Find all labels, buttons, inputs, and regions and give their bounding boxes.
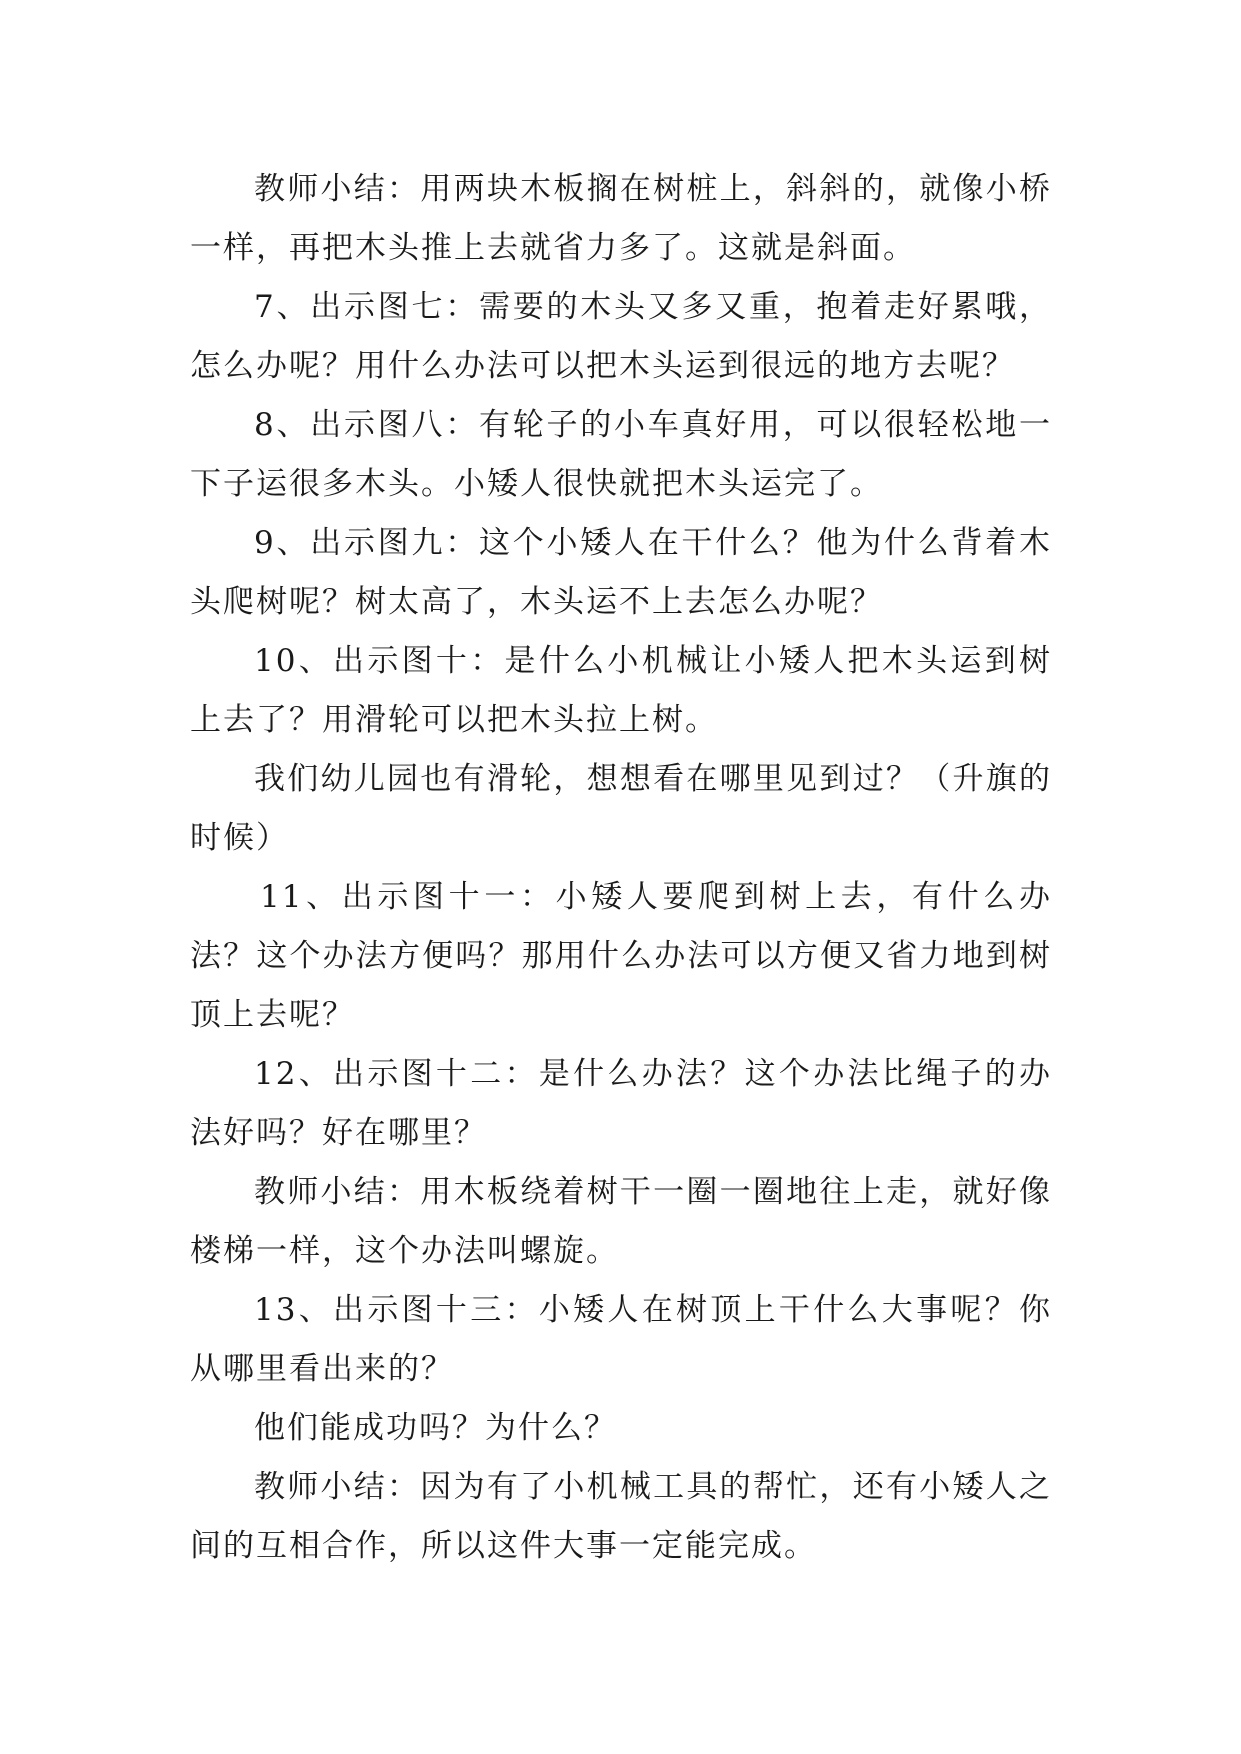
- paragraph-success-question: 他们能成功吗？为什么？: [254, 1410, 617, 1446]
- paragraph-summary-final: 教师小结：因为有了小机械工具的帮忙，还有小矮人之间的互相合作，所以这件大事一定能完成。: [190, 1469, 1052, 1564]
- paragraph-item-13: 13、出示图十三：小矮人在树顶上干什么大事呢？你从哪里看出来的？: [190, 1292, 1052, 1387]
- paragraph-item-7: 7、出示图七：需要的木头又多又重，抱着走好累哦，怎么办呢？用什么办法可以把木头运到很远的地方去呢？: [190, 289, 1052, 384]
- paragraph-item-11: 11、出示图十一：小矮人要爬到树上去，有什么办法？这个办法方便吗？那用什么办法可以方便又省力地到树顶上去呢？: [190, 879, 1052, 1033]
- paragraph-item-8: 8、出示图八：有轮子的小车真好用，可以很轻松地一下子运很多木头。小矮人很快就把木头运完了。: [190, 407, 1052, 502]
- paragraph-summary-incline: 教师小结：用两块木板搁在树桩上，斜斜的，就像小桥一样，再把木头推上去就省力多了。这就是斜面。: [190, 171, 1052, 266]
- document-body: [190, 160, 1052, 1576]
- paragraph-item-12: 12、出示图十二：是什么办法？这个办法比绳子的办法好吗？好在哪里？: [190, 1056, 1052, 1151]
- paragraph-summary-spiral: 教师小结：用木板绕着树干一圈一圈地往上走，就好像楼梯一样，这个办法叫螺旋。: [190, 1174, 1052, 1269]
- paragraph-item-10: 10、出示图十：是什么小机械让小矮人把木头运到树上去了？用滑轮可以把木头拉上树。: [190, 643, 1052, 738]
- paragraph-pulley-question: 我们幼儿园也有滑轮，想想看在哪里见到过？（升旗的时候）: [190, 761, 1052, 856]
- paragraph-item-9: 9、出示图九：这个小矮人在干什么？他为什么背着木头爬树呢？树太高了，木头运不上去怎么办呢？: [190, 525, 1052, 620]
